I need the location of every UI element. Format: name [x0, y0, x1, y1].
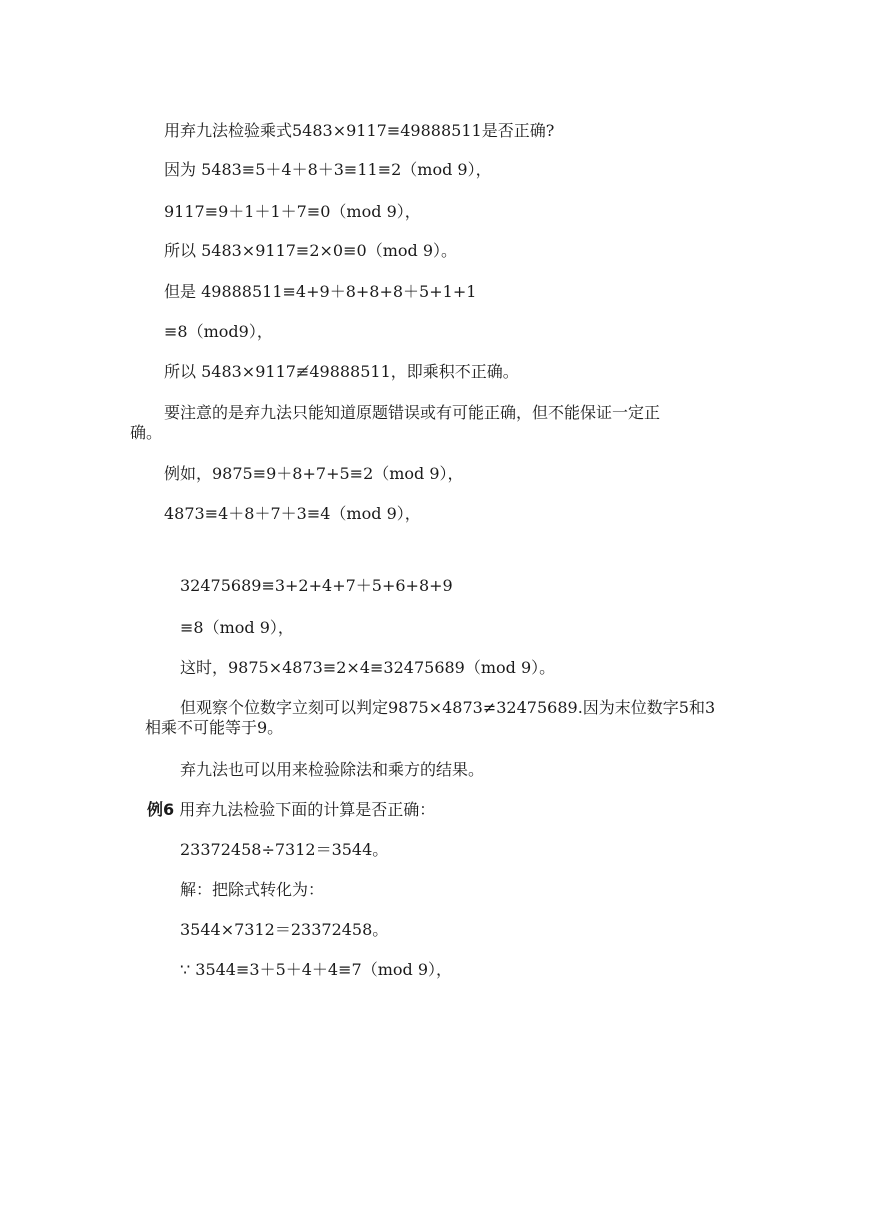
example-label: 例6 [147, 800, 175, 819]
note-paragraph-line2: 确。 [130, 423, 163, 442]
question-line: 用弃九法检验乘式5483×9117≡49888511是否正确? [164, 121, 555, 140]
math-line: 因为 5483≡5＋4＋8＋3≡11≡2（mod 9）， [164, 160, 492, 179]
conclusion-line: 所以 5483×9117≢49888511，即乘积不正确。 [164, 362, 519, 381]
math-line: 这时，9875×4873≡2×4≡32475689（mod 9）。 [180, 658, 556, 677]
math-line: ∵ 3544≡3＋5＋4＋4≡7（mod 9）， [180, 960, 453, 979]
text-line: 解：把除式转化为： [180, 880, 325, 899]
example-heading [147, 800, 435, 820]
math-line: 3544×7312＝23372458。 [180, 920, 389, 939]
example-text: 用弃九法检验下面的计算是否正确： [179, 800, 436, 819]
observation-line1: 但观察个位数字立刻可以判定9875×4873≠32475689.因为末位数字5和3 [180, 698, 716, 717]
note-paragraph-line1: 要注意的是弃九法只能知道原题错误或有可能正确，但不能保证一定正 [164, 403, 661, 422]
observation-line2: 相乘不可能等于9。 [145, 718, 284, 737]
math-line: ≡8（mod 9）， [180, 618, 294, 637]
math-line: 4873≡4＋8＋7＋3≡4（mod 9）， [164, 504, 421, 523]
math-line: 32475689≡3+2+4+7＋5+6+8+9 [180, 576, 453, 595]
math-line: ≡8（mod9）， [164, 322, 273, 341]
math-line: 9117≡9＋1＋1＋7≡0（mod 9）， [164, 202, 421, 221]
text-line: 弃九法也可以用来检验除法和乘方的结果。 [180, 760, 485, 779]
math-line: 所以 5483×9117≡2×0≡0（mod 9）。 [164, 241, 458, 260]
math-line: 例如，9875≡9＋8+7+5≡2（mod 9）， [164, 464, 464, 483]
math-line: 23372458÷7312＝3544。 [180, 840, 389, 859]
math-line: 但是 49888511≡4+9＋8+8+8＋5+1+1 [164, 282, 477, 301]
